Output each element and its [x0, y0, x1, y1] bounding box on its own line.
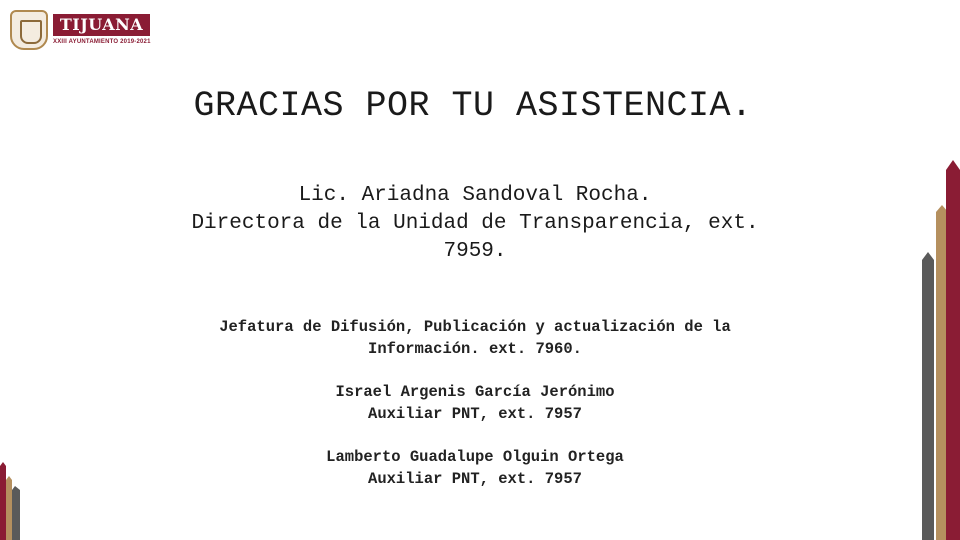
left-decorative-stripes — [0, 460, 22, 540]
tijuana-logo — [10, 10, 150, 50]
stripe-gold — [6, 476, 12, 540]
contact-line: Israel Argenis García Jerónimo — [335, 383, 615, 401]
director-extension: 7959. — [443, 240, 507, 263]
municipal-seal-icon — [10, 10, 48, 50]
stripe-maroon — [0, 462, 6, 540]
contact-line: Jefatura de Difusión, Publicación y actualización de la — [219, 318, 731, 336]
contact-line: Información. ext. 7960. — [368, 339, 582, 358]
contact-block-difusion — [150, 317, 800, 360]
stripe-gray — [922, 252, 934, 540]
brand-name: TIJUANA — [53, 14, 150, 36]
contact-line: Auxiliar PNT, ext. 7957 — [368, 469, 582, 488]
page-title: GRACIAS POR TU ASISTENCIA. — [193, 86, 753, 126]
director-role: Directora de la Unidad de Transparencia, ext. — [191, 212, 759, 235]
brand-subtitle: XXIII AYUNTAMIENTO 2019-2021 — [53, 39, 151, 45]
stripe-maroon — [946, 160, 960, 540]
right-decorative-stripes — [918, 160, 960, 540]
director-name: Lic. Ariadna Sandoval Rocha. — [298, 184, 652, 207]
contact-line: Auxiliar PNT, ext. 7957 — [368, 404, 582, 423]
contact-block-israel — [150, 382, 800, 425]
contact-block-lamberto — [150, 447, 800, 490]
contact-line: Lamberto Guadalupe Olguin Ortega — [326, 448, 624, 466]
stripe-gray — [12, 486, 20, 540]
director-contact — [140, 182, 810, 266]
